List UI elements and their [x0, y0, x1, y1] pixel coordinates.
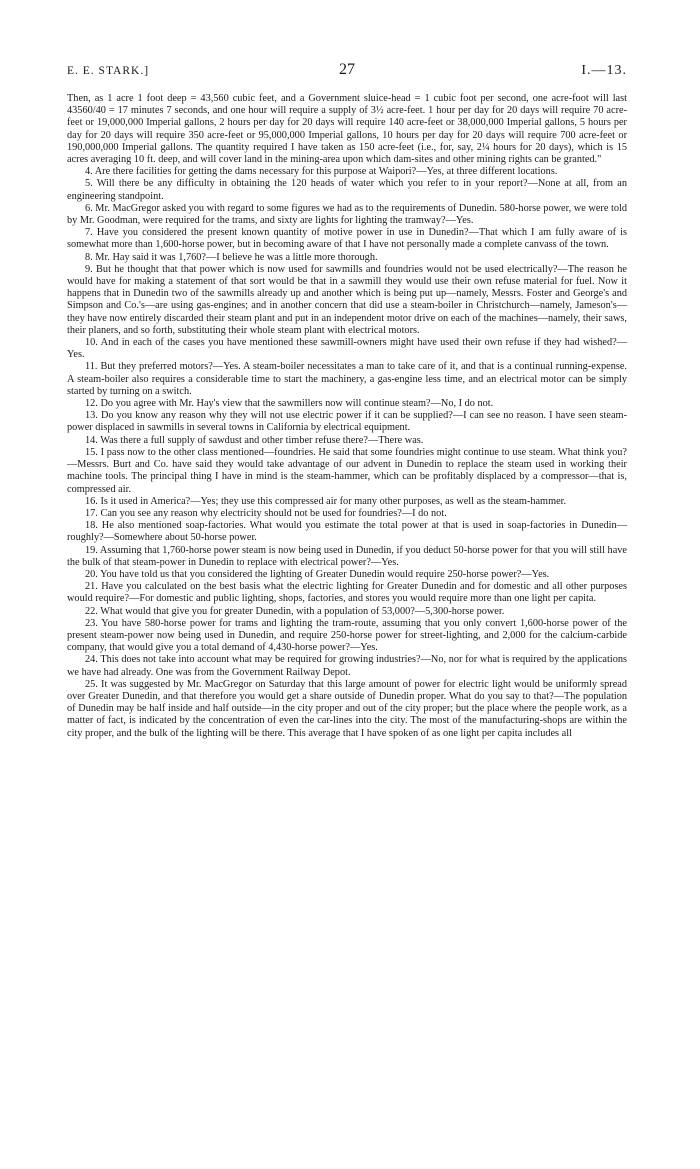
paragraph: 7. Have you considered the present known quantity of motive power in use in Dunedin?—That which I am fully aware of is somewhat more than 1,600-horse power, but in becoming aware of that I have not personally made a complete canvass of the town.	[67, 227, 627, 251]
header-section: I.—13.	[581, 63, 627, 78]
paragraph: 19. Assuming that 1,760-horse power steam is now being used in Dunedin, if you deduct 50-horse power for that you will still have the bulk of that steam-power in Dunedin to replace with electrical power?—Yes.	[67, 544, 627, 568]
paragraph: 16. Is it used in America?—Yes; they use this compressed air for many other purposes, as well as the steam-hammer.	[85, 495, 567, 507]
paragraph: 10. And in each of the cases you have mentioned these sawmill-owners might have used their own refuse if they had wished?—Yes.	[67, 337, 627, 361]
paragraph: 9. But he thought that that power which is now used for sawmills and foundries would not be used electrically?—The reason he would have for making a statement of that sort would be that in a sawmill they would use their own refuse material for fuel. Now it happens that in Dunedin two of the sawmills already up and another which is being put up—namely, Messrs. Foster and George's and Simpson and Co.'s—are using gas-engines; and in another concern that did use a steam-boiler in Christchurch—namely, Jameson's—they have now entirely discarded their steam plant and put in an independent motor drive on each of the machines—namely, their saws, their planers, and so forth, substituting their whole steam plant with electrical motors.	[67, 263, 627, 336]
paragraph: Then, as 1 acre 1 foot deep = 43,560 cubic feet, and a Government sluice-head = 1 cubic foot per second, one acre-foot will last 43560/40 = 17 minutes 7 seconds, and one hour will require a supply of 3½ acre-feet. 1 hour per day for 20 days will require 70 acre-feet or 19,000,000 Imperial gallons, 2 hours per day for 20 days will require 140 acre-feet or 38,000,000 Imperial gallons, 5 hours per day for 20 days will require 350 acre-feet or 95,000,000 Imperial gallons, 10 hours per day for 20 days will require 700 acre-feet or 190,000,000 Imperial gallons. The quantity required I have taken as 150 acre-feet (i.e., for, say, 2¼ hours for 20 days), which is 15 acres averaging 10 ft. deep, and will cover land in the mining-area upon which dam-sites and other mining rights can be granted."	[67, 93, 627, 166]
paragraph: 14. Was there a full supply of sawdust and other timber refuse there?—There was.	[85, 434, 424, 446]
paragraph: 11. But they preferred motors?—Yes. A steam-boiler necessitates a man to take care of it, and that is a continual running-expense. A steam-boiler also requires a considerable time to start the machinery, a gas-engine less time, and an electrical motor can be simply started by turning on a switch.	[67, 361, 627, 397]
paragraph: 12. Do you agree with Mr. Hay's view that the sawmillers now will continue steam?—No, I do not.	[85, 398, 494, 410]
page-header	[67, 63, 627, 83]
paragraph: 18. He also mentioned soap-factories. What would you estimate the total power at that is used in soap-factories in Dunedin—roughly?—Somewhere about 50-horse power.	[67, 520, 627, 544]
page-number: 27	[339, 61, 355, 78]
paragraph: 23. You have 580-horse power for trams and lighting the tram-route, assuming that you only convert 1,600-horse power of the present steam-power now being used in Dunedin, and require 250-horse power for street-lighting, and 2,000 for the calcium-carbide company, that would give you a total demand of 4,430-horse power?—Yes.	[67, 617, 627, 654]
paragraph: 17. Can you see any reason why electricity should not be used for foundries?—I do not.	[85, 507, 447, 519]
paragraph: 6. Mr. MacGregor asked you with regard to some figures we had as to the requirements of Dunedin. 580-horse power, we were told by Mr. Goodman, were required for the trams, and sixty are lights for lighting the tramway?—Yes.	[67, 202, 627, 227]
paragraph: 15. I pass now to the other class mentioned—foundries. He said that some foundries might continue to use steam. What think you?—Messrs. Burt and Co. have said they would take advantage of our advent in Dunedin to replace the steam used in working their machine tools. The principal thing I have in mind is the steam-hammer, which can be profitably displaced by a compressor—that is, compressed air.	[67, 446, 627, 495]
paragraph: 13. Do you know any reason why they will not use electric power if it can be supplied?—I can see no reason. I have seen steam-power displaced in sawmills in several towns in California by electrical equipment.	[67, 410, 627, 434]
paragraph: 8. Mr. Hay said it was 1,760?—I believe he was a little more thorough.	[85, 251, 378, 263]
paragraph: 22. What would that give you for greater Dunedin, with a population of 53,000?—5,300-horse power.	[85, 605, 505, 617]
paragraph: 4. Are there facilities for getting the dams necessary for this purpose at Waipori?—Yes, at three different locations.	[85, 166, 558, 178]
paragraph: 25. It was suggested by Mr. MacGregor on Saturday that this large amount of power for electric light would be uniformly spread over Greater Dunedin, and that therefore you would get a share outside of Dunedin proper. What do you say to that?—The population of Dunedin may be half inside and half outside—in the city proper and out of the city proper; but the place where the people work, as a matter of fact, is indicated by the concentration of even the car-lines into the city. The most of the manufacturing-shops are within the city proper, and the bulk of the lighting will be there. This average that I have spoken of as one light per capita includes all	[67, 678, 627, 739]
paragraph: 24. This does not take into account what may be required for growing industries?—No, nor for what is required by the applications we have had already. One was from the Government Railway Depot.	[67, 654, 627, 678]
header-author: E. E. STARK.]	[67, 65, 150, 77]
paragraph: 5. Will there be any difficulty in obtaining the 120 heads of water which you refer to in your report?—None at all, from an engineering standpoint.	[67, 178, 627, 202]
paragraph: 20. You have told us that you considered the lighting of Greater Dunedin would require 250-horse power?—Yes.	[85, 568, 550, 580]
paragraph: 21. Have you calculated on the best basis what the electric lighting for Greater Dunedin and for domestic and all other purposes would require?—For domestic and public lighting, shops, factories, and stores you would require more than one light per capita.	[67, 581, 627, 605]
document-body	[67, 93, 627, 740]
